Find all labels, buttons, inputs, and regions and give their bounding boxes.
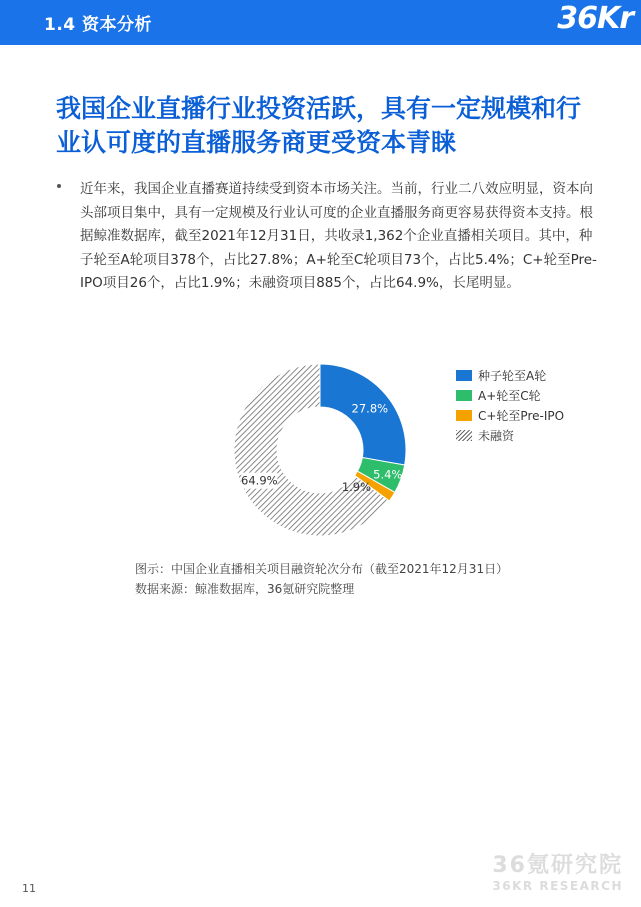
section-label: 1.4 资本分析 [44, 15, 153, 35]
watermark-en: 36KR RESEARCH [492, 879, 623, 893]
legend-item-seed-a [456, 365, 564, 385]
chart-legend [456, 365, 564, 445]
header-bar [0, 0, 641, 45]
legend-item-cplus-preipo [456, 405, 564, 425]
legend-label-aplus-c: A+轮至C轮 [478, 388, 541, 403]
watermark-cn: 36氪研究院 [492, 853, 623, 878]
legend-item-unfunded [456, 425, 564, 445]
legend-swatch-cplus-preipo [456, 410, 472, 421]
legend-label-seed-a: 种子轮至A轮 [478, 368, 547, 383]
donut-chart [225, 355, 415, 545]
page-number: 11 [22, 882, 36, 895]
caption-source: 数据来源：鲸准数据库，36氪研究院整理 [135, 582, 355, 596]
logo-36kr: 36Kr [557, 1, 633, 36]
label-seed-a: 27.8% [351, 401, 389, 416]
label-unfunded: 64.9% [241, 473, 278, 488]
legend-swatch-seed-a [456, 370, 472, 381]
legend-swatch-unfunded [456, 430, 472, 441]
legend-label-unfunded: 未融资 [478, 428, 515, 443]
legend-item-aplus-c [456, 385, 564, 405]
bullet-dot [57, 184, 61, 188]
page-headline: 我国企业直播行业投资活跃，具有一定规模和行业认可度的直播服务商更受资本青睐 [56, 94, 582, 157]
label-aplus-c: 5.4% [373, 467, 403, 482]
watermark [492, 848, 623, 893]
legend-label-cplus-preipo: C+轮至Pre-IPO [478, 408, 565, 423]
figure-caption [135, 559, 508, 599]
caption-figure: 图示：中国企业直播相关项目融资轮次分布（截至2021年12月31日） [135, 562, 509, 576]
body-paragraph: 近年来，我国企业直播赛道持续受到资本市场关注。当前，行业二八效应明显，资本向头部项目集中，具有一定规模及行业认可度的企业直播服务商更容易获得资本支持。根据鲸准数据库，截至2021年12月31日，共收录1,362个企业直播相关项目。其中，种子轮至A轮项目378个，占比27.8%；A+轮至C轮项目73个，占比5.4%；C+轮至Pre-IPO项目26个，占比1.9%；未融资项目885个，占比64.9%，长尾明显。 [80, 181, 597, 291]
legend-swatch-aplus-c [456, 390, 472, 401]
label-cplus-preipo: 1.9% [341, 480, 372, 495]
